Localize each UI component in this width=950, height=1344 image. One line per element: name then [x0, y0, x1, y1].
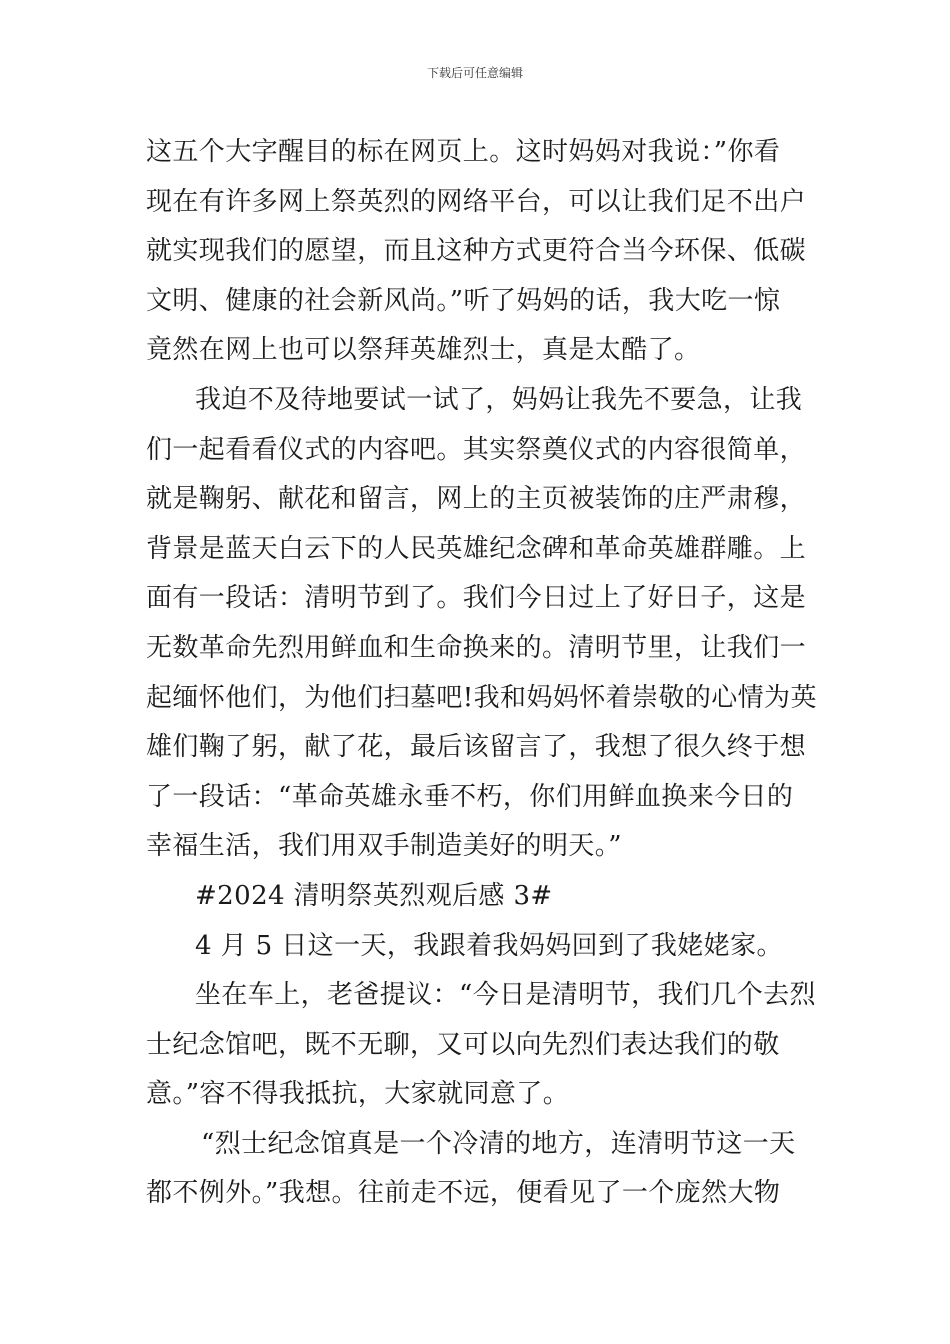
paragraph-start-line: 4 月 5 日这一天，我跟着我妈妈回到了我姥姥家。	[195, 930, 783, 961]
text-line: 无数革命先烈用鲜血和生命换来的。清明节里，让我们一	[146, 632, 807, 663]
text-line: 文明、健康的社会新风尚。”听了妈妈的话，我大吃一惊	[146, 285, 781, 316]
text-line: 面有一段话：清明节到了。我们今日过上了好日子，这是	[146, 583, 807, 614]
text-line: 意。”容不得我抵抗，大家就同意了。	[146, 1079, 570, 1110]
text-line: 竟然在网上也可以祭拜英雄烈士，真是太酷了。	[146, 335, 701, 366]
text-line: 就实现我们的愿望，而且这种方式更符合当今环保、低碳	[146, 236, 807, 267]
paragraph-start-line: 我迫不及待地要试一试了，妈妈让我先不要急，让我	[195, 384, 803, 415]
text-line: 士纪念馆吧，既不无聊，又可以向先烈们表达我们的敬	[146, 1029, 780, 1060]
text-line: 幸福生活，我们用双手制造美好的明天。”	[146, 831, 622, 862]
text-line: 背景是蓝天白云下的人民英雄纪念碑和革命英雄群雕。上	[146, 533, 807, 564]
text-line: 这五个大字醒目的标在网页上。这时妈妈对我说：”你看	[146, 137, 781, 167]
section-heading: #2024 清明祭英烈观后感 3#	[195, 880, 553, 911]
text-line: 雄们鞠了躬，献了花，最后该留言了，我想了很久终于想	[146, 732, 807, 763]
paragraph-start-line: 坐在车上，老爸提议：“今日是清明节，我们几个去烈	[195, 980, 816, 1011]
text-line: 起缅怀他们，为他们扫墓吧!我和妈妈怀着崇敬的心情为英	[146, 682, 817, 713]
paragraph-start-line: “烈士纪念馆真是一个冷清的地方，连清明节这一天	[201, 1128, 796, 1159]
text-line: 了一段话：“革命英雄永垂不朽，你们用鲜血换来今日的	[146, 781, 794, 812]
page-header-note: 下载后可任意编辑	[426, 66, 523, 80]
text-line: 都不例外。”我想。往前走不远，便看见了一个庞然大物	[146, 1178, 781, 1209]
article-body	[146, 128, 817, 1219]
text-line: 就是鞠躬、献花和留言，网上的主页被装饰的庄严肃穆，	[146, 484, 807, 515]
text-line: 们一起看看仪式的内容吧。其实祭奠仪式的内容很简单，	[146, 434, 807, 465]
text-line: 现在有许多网上祭英烈的网络平台，可以让我们足不出户	[146, 186, 807, 217]
